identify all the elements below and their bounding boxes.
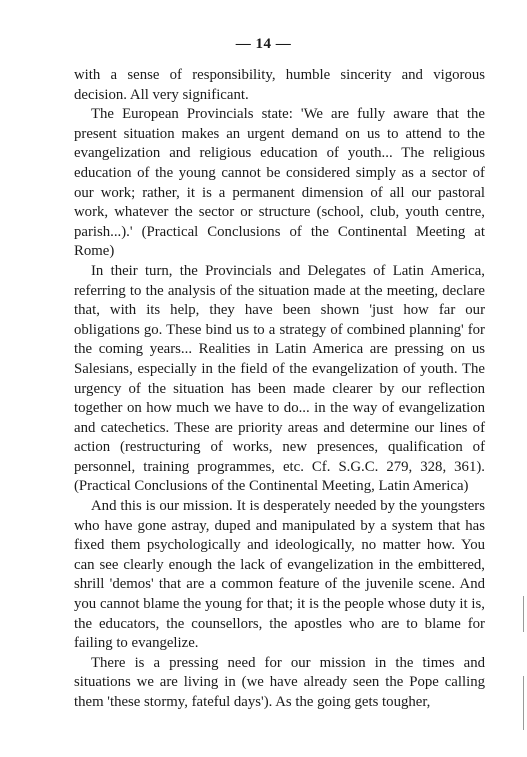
paragraph-latin-america: In their turn, the Provincials and Delegates of Latin America, referring to the analysis of the situation made at the meeting, declare that, with its help, they have been shown 'just how far our obligations go. These bind us to a strategy of combined planning' for the coming years... Realities in Latin America are pressing on us Salesians, especially in the field of the evangelization of youth. The urgency of the situation has been made clearer by our reflection together on how much we have to do... in the way of evangelization and catechetics. These are priority areas and determine our lines of action (restructuring of works, new presences, qualification of personnel, training programmes, etc. Cf. S.G.C. 279, 328, 361). (Practical Conclusions of the Continental Meeting, Latin America) (74, 262, 485, 495)
body-text (74, 66, 485, 713)
paragraph-continuation: with a sense of responsibility, humble sincerity and vigorous decision. All very significant. (74, 67, 485, 103)
paragraph-our-mission: And this is our mission. It is desperately needed by the youngsters who have gone astray, duped and manipulated by a system that has fixed them psychologically and ideologically, no matter how. You can see clearly enough the lack of evangelization in the embittered, shrill 'demos' that are a common feature of the juvenile scene. And you cannot blame the young for that; it is the people whose duty it is, the educators, the counsellors, the apostles who are to blame for failing to evangelize. (74, 498, 485, 652)
paragraph-european-provincials: The European Provincials state: 'We are fully aware that the present situation makes an urgent demand on us to attend to the evangelization and religious education of youth... The religious education of the young cannot be considered simply as a sector of our work; rather, it is a permanent dimension of all our pastoral work, whatever the sector or structure (school, club, youth centre, parish...).' (Practical Conclusions of the Continental Meeting at Rome) (74, 106, 485, 260)
scan-edge-mark (523, 596, 524, 632)
scan-edge-mark (523, 676, 524, 730)
paragraph-pressing-need: There is a pressing need for our mission in the times and situations we are living in (we have already seen the Pope calling them 'these stormy, fateful days'). As the going gets tougher, (74, 654, 485, 710)
page-number: — 14 — (235, 36, 292, 52)
